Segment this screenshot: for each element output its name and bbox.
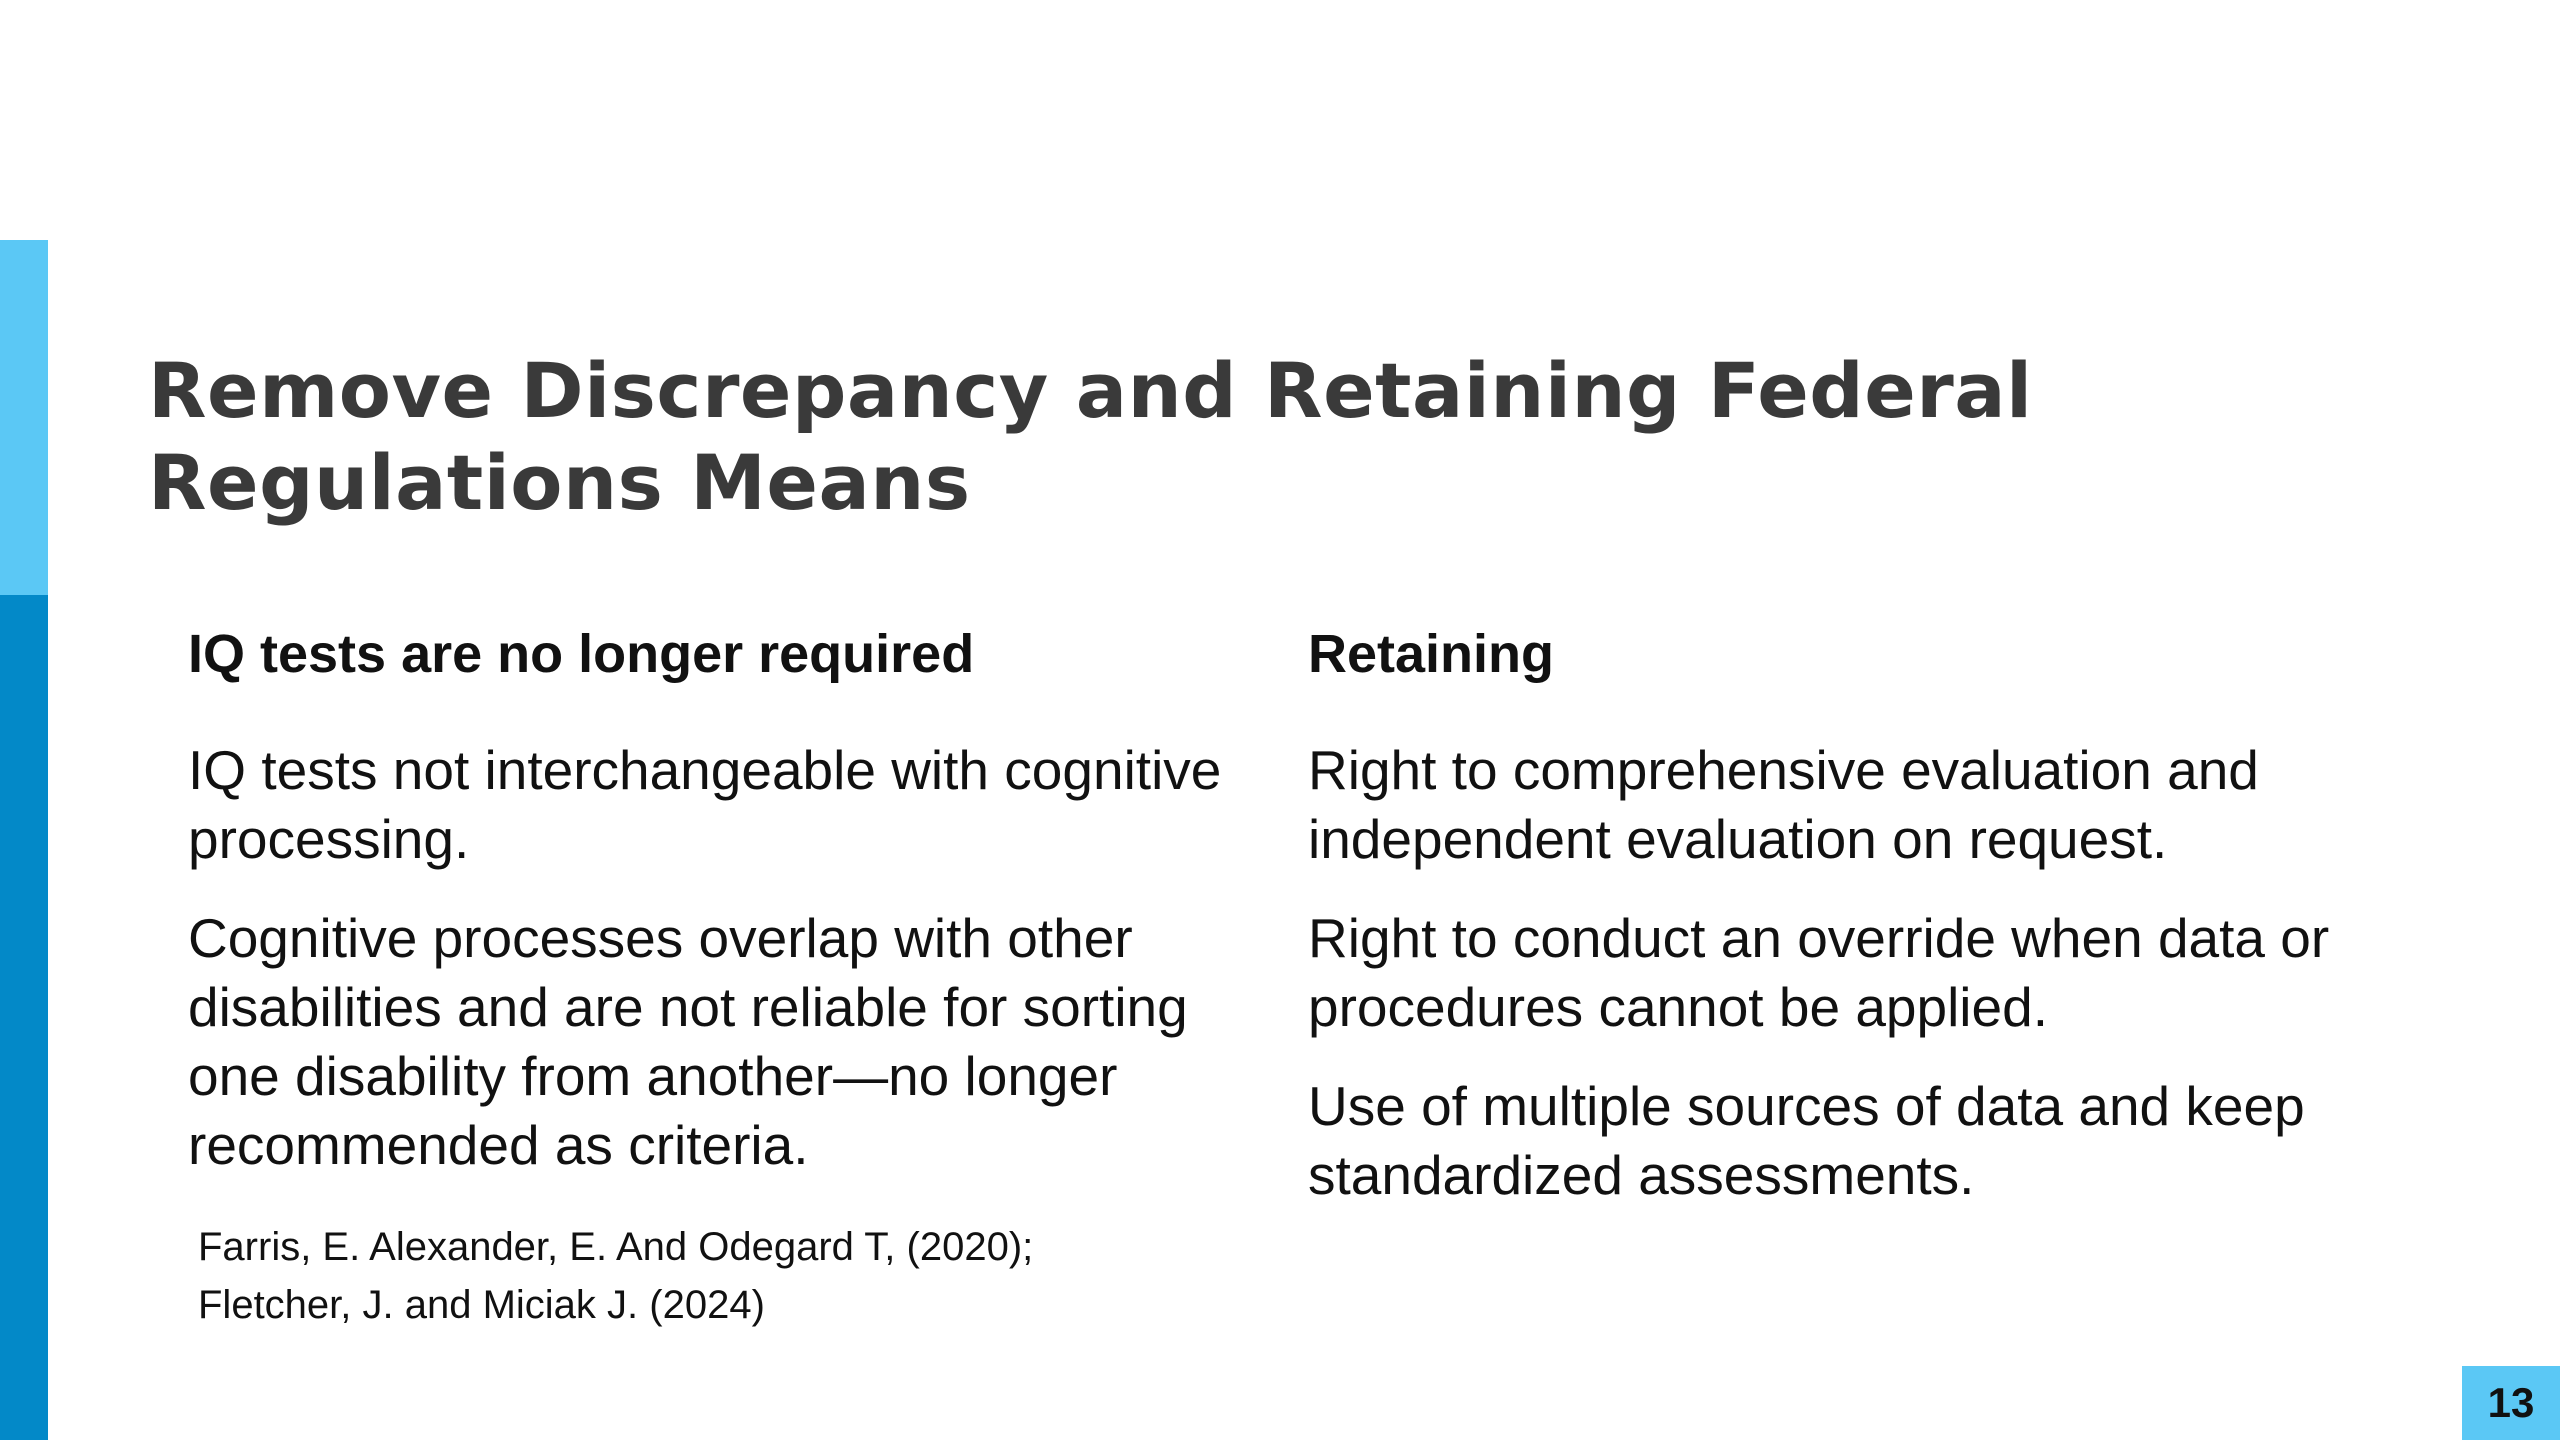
right-column-item: Right to conduct an override when data or procedures cannot be applied.	[1308, 907, 2330, 1038]
right-column	[1308, 622, 2368, 1240]
left-column-heading: IQ tests are no longer required	[188, 624, 975, 684]
page-number: 13	[2462, 1366, 2560, 1440]
accent-bar-light	[0, 240, 48, 595]
right-column-heading: Retaining	[1308, 624, 1555, 684]
left-column	[188, 622, 1248, 1210]
title-line-2: Regulations Means	[148, 438, 971, 527]
citation-line-1: Farris, E. Alexander, E. And Odegard T, (2020);	[198, 1225, 1034, 1269]
left-column-item: Cognitive processes overlap with other disabilities and are not reliable for sorting one disability from another—no longer recommended as criteria.	[188, 907, 1188, 1176]
accent-bar-dark	[0, 595, 48, 1440]
slide-title	[148, 345, 2248, 529]
citation	[198, 1218, 1198, 1334]
title-line-1: Remove Discrepancy and Retaining Federal	[148, 346, 2033, 435]
right-column-item: Use of multiple sources of data and keep standardized assessments.	[1308, 1075, 2305, 1206]
right-column-item: Right to comprehensive evaluation and independent evaluation on request.	[1308, 739, 2259, 870]
left-column-item: IQ tests not interchangeable with cognitive processing.	[188, 739, 1222, 870]
citation-line-2: Fletcher, J. and Miciak J. (2024)	[198, 1283, 765, 1327]
